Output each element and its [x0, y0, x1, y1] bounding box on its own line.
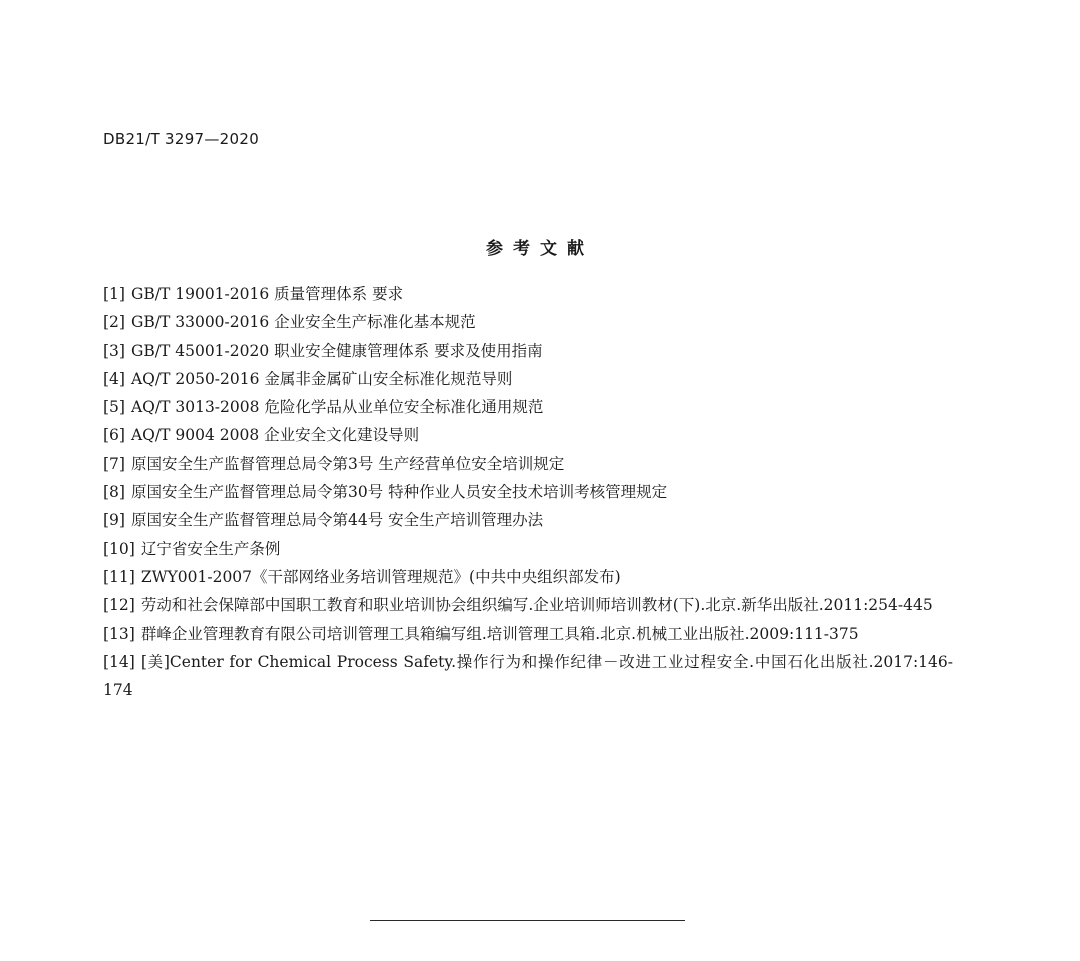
reference-item: [103, 337, 953, 365]
reference-text: GB/T 45001-2020 职业安全健康管理体系 要求及使用指南: [130, 341, 543, 360]
reference-item: [103, 563, 953, 591]
reference-text: GB/T 19001-2016 质量管理体系 要求: [130, 285, 404, 303]
reference-item: [103, 478, 953, 506]
reference-text: GB/T 33000-2016 企业安全生产标准化基本规范: [130, 313, 476, 332]
reference-text: 群峰企业管理教育有限公司培训管理工具箱编写组.培训管理工具箱.北京.机械工业出版社.2009:111-375: [140, 624, 859, 643]
reference-text: 原国安全生产监督管理总局令第44号 安全生产培训管理办法: [130, 511, 544, 530]
reference-number: [8]: [103, 483, 125, 502]
reference-text: ZWY001-2007《干部网络业务培训管理规范》(中共中央组织部发布): [140, 567, 621, 586]
reference-item: [103, 280, 953, 308]
reference-number: [10]: [103, 539, 135, 558]
reference-number: [11]: [103, 567, 135, 586]
reference-number: [7]: [103, 454, 125, 473]
reference-number: [9]: [103, 511, 125, 530]
document-code: DB21/T 3297—2020: [103, 130, 260, 148]
reference-text: AQ/T 3013-2008 危险化学品从业单位安全标准化通用规范: [130, 398, 544, 417]
section-title: 参考文献: [486, 239, 594, 259]
reference-number: [14]: [103, 652, 135, 671]
reference-text: AQ/T 9004 2008 企业安全文化建设导则: [130, 426, 420, 445]
reference-item: [103, 450, 953, 478]
reference-item: [103, 393, 953, 421]
reference-number: [13]: [103, 624, 135, 643]
footer-rule: [370, 920, 685, 921]
reference-text: 劳动和社会保障部中国职工教育和职业培训协会组织编写.企业培训师培训教材(下).北京.新华出版社.2011:254-445: [140, 596, 933, 615]
reference-item: [103, 506, 953, 534]
reference-list: [103, 280, 953, 704]
reference-text: [美]Center for Chemical Process Safety.操作行为和操作纪律－改进工业过程安全.中国石化出版社.2017:146-174: [103, 652, 953, 700]
reference-item: [103, 648, 953, 705]
reference-item: [103, 308, 953, 336]
reference-number: [4]: [103, 369, 125, 388]
reference-text: AQ/T 2050-2016 金属非金属矿山安全标准化规范导则: [130, 369, 513, 388]
reference-number: [3]: [103, 341, 125, 360]
reference-item: [103, 591, 953, 619]
reference-text: 原国安全生产监督管理总局令第30号 特种作业人员安全技术培训考核管理规定: [130, 483, 668, 502]
reference-number: [12]: [103, 596, 135, 615]
reference-number: [2]: [103, 313, 125, 332]
reference-text: 辽宁省安全生产条例: [140, 539, 281, 558]
reference-item: [103, 535, 953, 563]
reference-text: 原国安全生产监督管理总局令第3号 生产经营单位安全培训规定: [130, 454, 565, 473]
reference-item: [103, 365, 953, 393]
reference-item: [103, 620, 953, 648]
reference-number: [5]: [103, 398, 125, 417]
reference-number: [6]: [103, 426, 125, 445]
reference-item: [103, 421, 953, 449]
reference-number: [1]: [103, 285, 125, 303]
